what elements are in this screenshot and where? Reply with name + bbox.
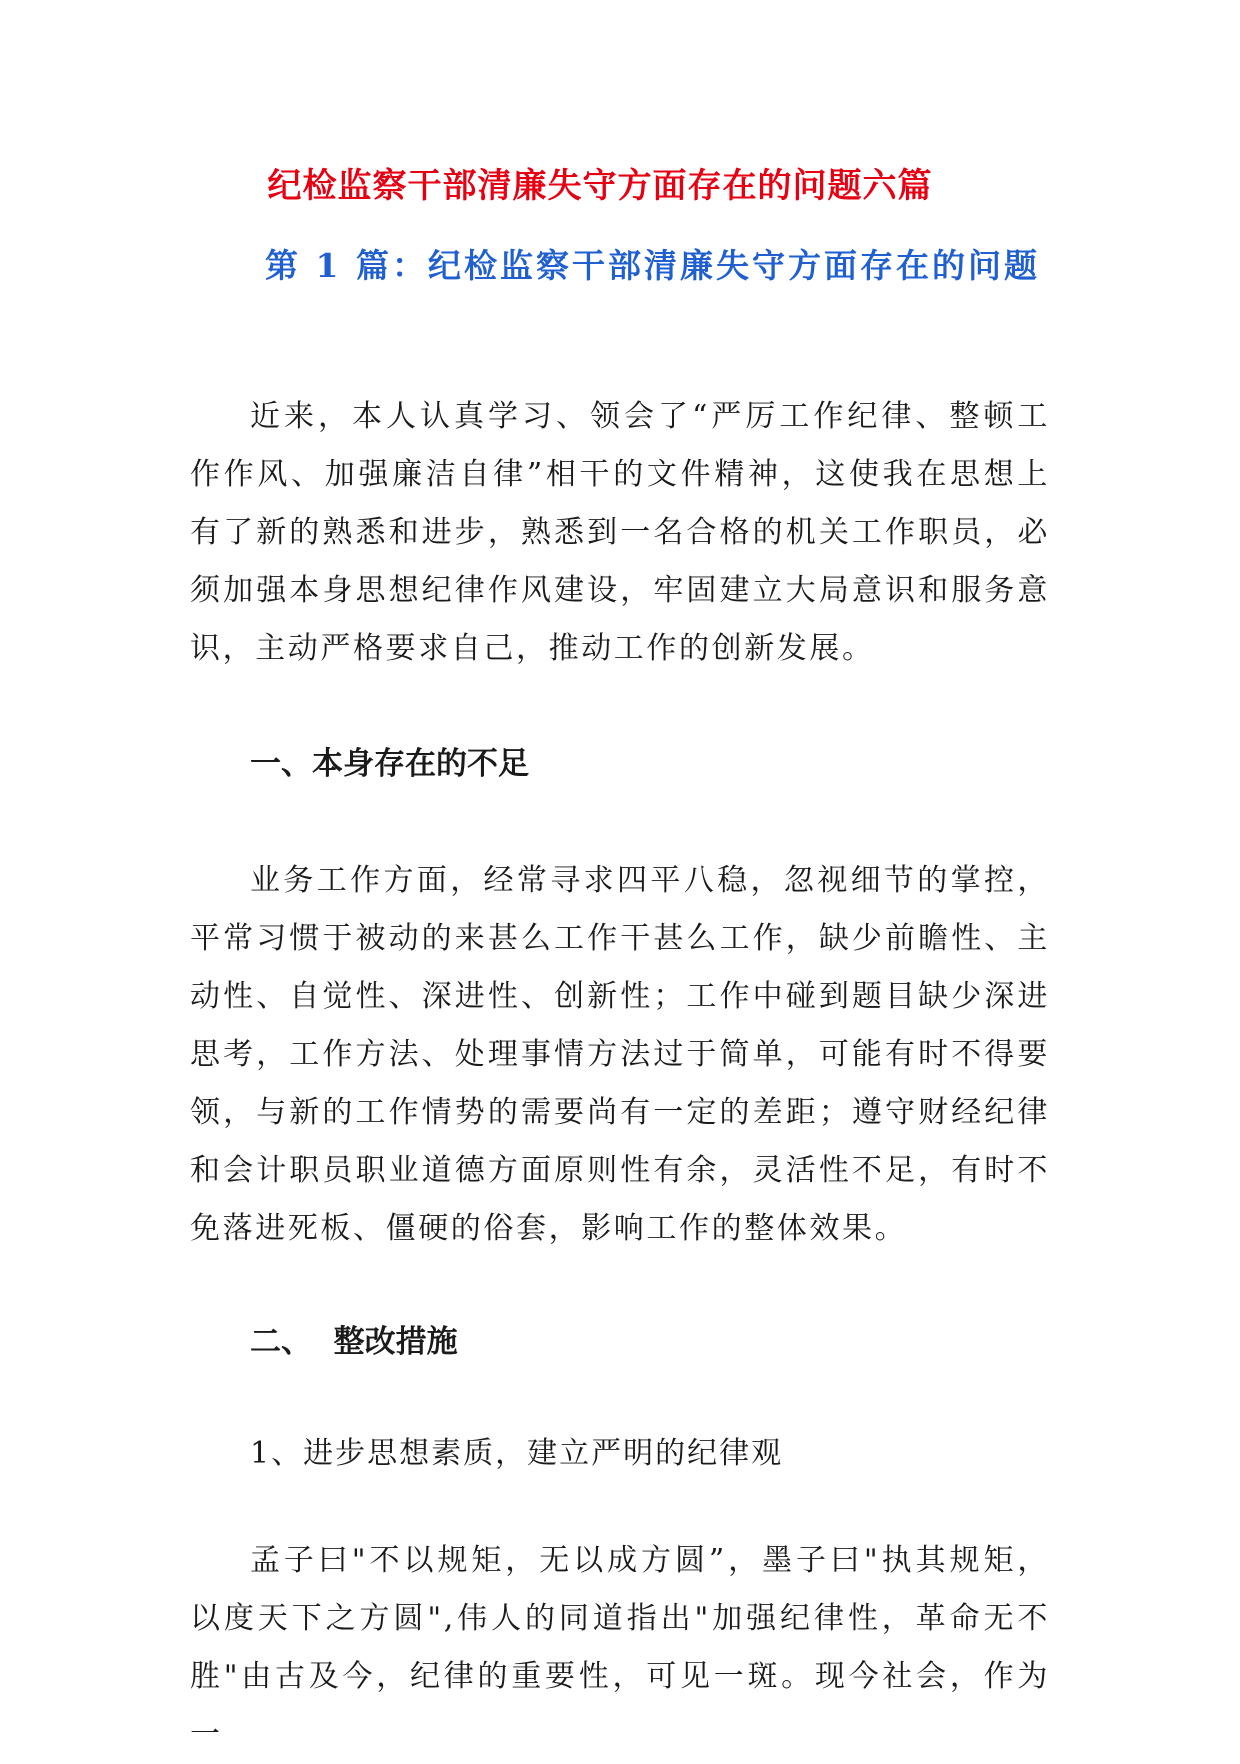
shortcomings-paragraph: 业务工作方面，经常寻求四平八稳，忽视细节的掌控，平常习惯于被动的来甚么工作干甚么工作，缺少前瞻性、主动性、自觉性、深进性、创新性；工作中碰到题目缺少深进思考，工作方法、处理事情方法过于简单，可能有时不得要领，与新的工作情势的需要尚有一定的差距；遵守财经纪律和会计职员职业道德方面原则性有余，灵活性不足，有时不免落进死板、僵硬的俗套，影响工作的整体效果。 [190, 863, 1050, 1246]
document-title: 纪检监察干部清廉失守方面存在的问题六篇 [267, 166, 933, 206]
discipline-paragraph: 孟子曰"不以规矩，无以成方圆”，墨子曰"执其规矩，以度天下之方圆",伟人的同道指出"加强纪律性，革命无不胜"由古及今，纪律的重要性，可见一斑。现今社会，作为一 [190, 1543, 1050, 1752]
intro-paragraph: 近来，本人认真学习、领会了“严厉工作纪律、整顿工作作风、加强廉洁自律”相干的文件精神，这使我在思想上有了新的熟悉和进步，熟悉到一名合格的机关工作职员，必须加强本身思想纪律作风建设，牢固建立大局意识和服务意识，主动严格要求自己，推动工作的创新发展。 [190, 399, 1050, 666]
measure-item-1: 1、进步思想素质，建立严明的纪律观 [250, 1436, 784, 1471]
section-heading-shortcomings: 一、本身存在的不足 [250, 746, 529, 782]
part-title: 第 1 篇：纪检监察干部清廉失守方面存在的问题 [265, 246, 1040, 285]
section-heading-measures: 二、 整改措施 [250, 1324, 458, 1360]
